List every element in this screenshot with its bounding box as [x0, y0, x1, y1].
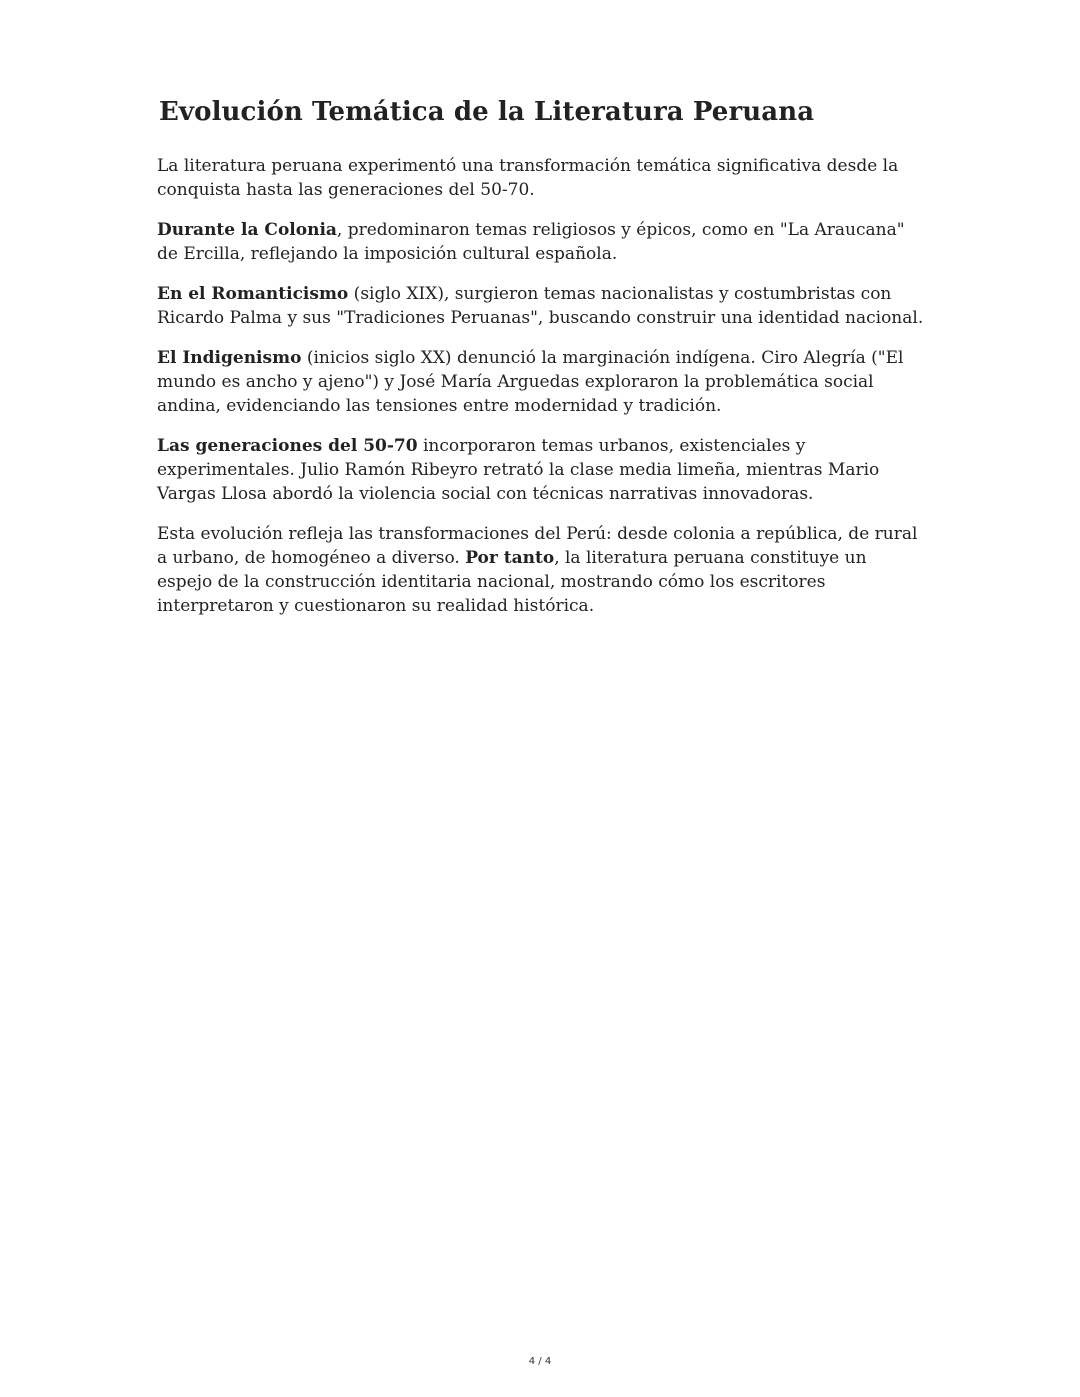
page-number: 4 / 4 — [528, 1356, 552, 1367]
paragraph-colonia-text: , predominaron temas religiosos y épicos, como en "La Araucana" de Ercilla, reflejando la imposición cultural española. — [157, 220, 905, 264]
paragraph-intro-text: La literatura peruana experimentó una transformación temática significativa desde la conquista hasta las generaciones del 50-70. — [157, 156, 899, 200]
paragraph-romanticismo-lead: En el Romanticismo — [157, 284, 349, 304]
document-title: Evolución Temática de la Literatura Peruana — [159, 97, 815, 127]
paragraph-conclusion-text-before: Esta evolución refleja las transformaciones del Perú: desde colonia a república, de rural a urbano, de homogéneo a diverso. — [157, 524, 918, 568]
paragraph-colonia — [157, 218, 927, 266]
paragraph-conclusion-emphasis: Por tanto — [465, 548, 555, 568]
paragraph-romanticismo — [157, 282, 927, 330]
paragraph-colonia-lead: Durante la Colonia — [157, 220, 337, 240]
document-content — [157, 92, 927, 634]
paragraph-generaciones-text: incorporaron temas urbanos, existenciales y experimentales. Julio Ramón Ribeyro retrató la clase media limeña, mientras Mario Vargas Llosa abordó la violencia social con técnicas narrativas innovadoras. — [157, 436, 880, 504]
paragraph-romanticismo-text: (siglo XIX), surgieron temas nacionalistas y costumbristas con Ricardo Palma y sus "Tradiciones Peruanas", buscando construir una identidad nacional. — [157, 284, 924, 328]
paragraph-intro — [157, 154, 927, 202]
paragraph-generaciones — [157, 434, 927, 506]
paragraph-indigenismo — [157, 346, 927, 418]
paragraph-conclusion — [157, 522, 927, 618]
paragraph-conclusion-text-after: , la literatura peruana constituye un espejo de la construcción identitaria nacional, mostrando cómo los escritores interpretaron y cuestionaron su realidad histórica. — [157, 548, 867, 616]
paragraph-indigenismo-text: (inicios siglo XX) denunció la marginación indígena. Ciro Alegría ("El mundo es ancho y ajeno") y José María Arguedas exploraron la problemática social andina, evidenciando las tensiones entre modernidad y tradición. — [157, 348, 904, 416]
paragraph-generaciones-lead: Las generaciones del 50-70 — [157, 436, 418, 456]
paragraph-indigenismo-lead: El Indigenismo — [157, 348, 302, 368]
